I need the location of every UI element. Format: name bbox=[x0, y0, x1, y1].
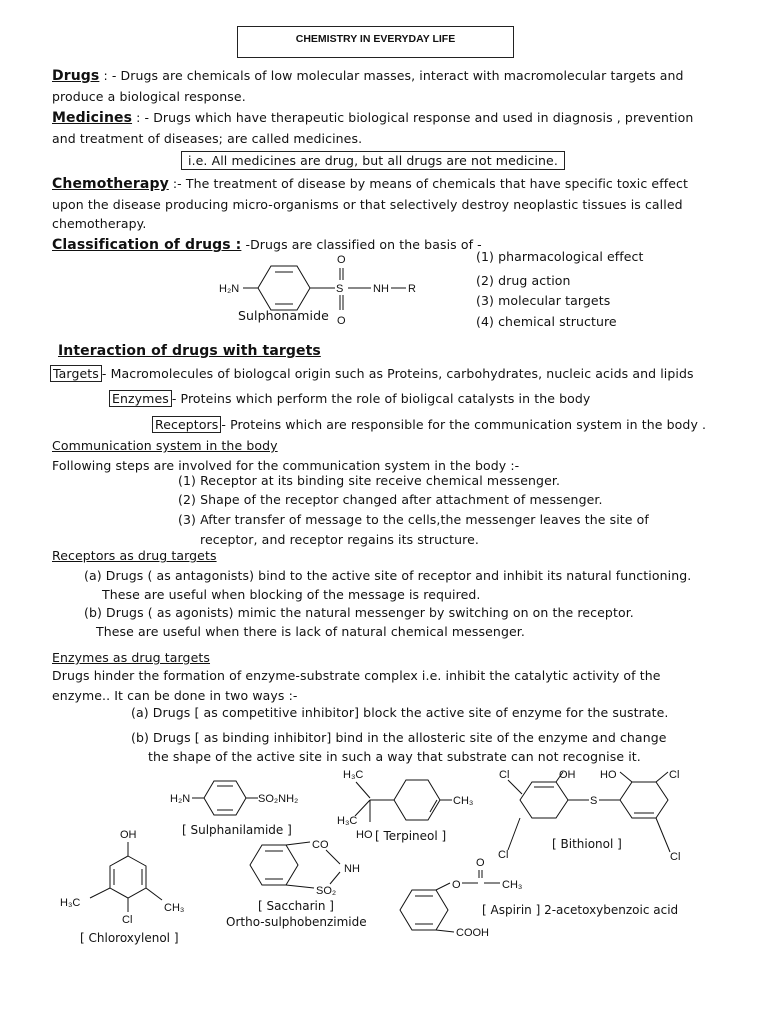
chemotherapy-line2: upon the disease producing micro-organisms or that selectively destroy neoplastic tissues is called bbox=[52, 197, 683, 212]
chloroxylenol-h3c: H₃C bbox=[60, 897, 81, 909]
medicines-note: i.e. All medicines are drug, but all drugs are not medicine. bbox=[181, 151, 565, 170]
sulphonamide-r: R bbox=[408, 283, 416, 295]
sulphanilamide-name: [ Sulphanilamide ] bbox=[182, 823, 292, 837]
aspirin-o-carbonyl: O bbox=[476, 857, 485, 869]
terpineol-h3c-top: H₃C bbox=[343, 769, 364, 781]
sulphonamide-nh: NH bbox=[373, 283, 389, 295]
saccharin-so2: SO₂ bbox=[316, 885, 337, 897]
terpineol-ho: HO bbox=[356, 829, 373, 841]
saccharin-co: CO bbox=[312, 839, 329, 851]
title-box bbox=[237, 26, 514, 58]
chloroxylenol-oh: OH bbox=[120, 829, 137, 841]
enzymes-intro1: Drugs hinder the formation of enzyme-substrate complex i.e. inhibit the catalytic activity of the bbox=[52, 668, 661, 683]
bithionol-cl-1: Cl bbox=[499, 769, 510, 781]
chemotherapy-term: Chemotherapy bbox=[52, 176, 169, 192]
terpineol-h3c-bottom: H₃C bbox=[337, 815, 358, 827]
receptors-b2: These are useful when there is lack of natural chemical messenger. bbox=[96, 624, 525, 639]
enzymes-a: (a) Drugs [ as competitive inhibitor] block the active site of enzyme for the sustrate. bbox=[131, 705, 669, 720]
medicines-line1: : - Drugs which have therapeutic biological response and used in diagnosis , prevention bbox=[136, 110, 694, 125]
interaction-heading: Interaction of drugs with targets bbox=[58, 343, 321, 359]
chemotherapy-line3: chemotherapy. bbox=[52, 216, 147, 231]
enzymes-targets-heading: Enzymes as drug targets bbox=[52, 650, 211, 665]
communication-step3a: (3) After transfer of message to the cells,the messenger leaves the site of bbox=[178, 512, 649, 527]
drugs-definition bbox=[52, 68, 684, 84]
bithionol-cl-3: Cl bbox=[498, 849, 509, 861]
chemotherapy-definition bbox=[52, 176, 688, 192]
communication-heading: Communication system in the body bbox=[52, 438, 278, 453]
bithionol-s: S bbox=[590, 795, 598, 807]
drugs-line1: : - Drugs are chemicals of low molecular masses, interact with macromolecular targets and bbox=[103, 68, 684, 83]
bithionol-oh: OH bbox=[559, 769, 576, 781]
communication-intro: Following steps are involved for the communication system in the body :- bbox=[52, 458, 520, 473]
terpineol-name: [ Terpineol ] bbox=[375, 829, 447, 843]
medicines-line2: and treatment of diseases; are called medicines. bbox=[52, 131, 363, 146]
saccharin-alt-name: Ortho-sulphobenzimide bbox=[226, 915, 367, 929]
classification-text: -Drugs are classified on the basis of - bbox=[245, 237, 482, 252]
sulphonamide-h2n: H₂N bbox=[219, 283, 240, 295]
bithionol-cl-2: Cl bbox=[669, 769, 680, 781]
sulphanilamide-so2nh2: SO₂NH₂ bbox=[258, 793, 299, 805]
enzymes-label: Enzymes bbox=[109, 390, 172, 407]
aspirin-name: [ Aspirin ] 2-acetoxybenzoic acid bbox=[482, 903, 679, 917]
medicines-definition bbox=[52, 110, 693, 126]
communication-step1: (1) Receptor at its binding site receive chemical messenger. bbox=[178, 473, 561, 488]
communication-step3b: receptor, and receptor regains its structure. bbox=[200, 532, 479, 547]
bithionol-ho: HO bbox=[600, 769, 617, 781]
bithionol-name: [ Bithionol ] bbox=[552, 837, 622, 851]
receptors-b1: (b) Drugs ( as agonists) mimic the natural messenger by switching on on the receptor. bbox=[84, 605, 634, 620]
enzymes-b2: the shape of the active site in such a way that substrate can not recognise it. bbox=[148, 749, 641, 764]
targets-text: - Macromolecules of biologcal origin such as Proteins, carbohydrates, nucleic acids and lipids bbox=[101, 366, 694, 381]
chemotherapy-line1: :- The treatment of disease by means of chemicals that have specific toxic effect bbox=[172, 176, 688, 191]
structures-panel bbox=[0, 760, 768, 960]
basis-4: (4) chemical structure bbox=[476, 314, 617, 329]
drugs-term: Drugs bbox=[52, 68, 100, 84]
aspirin-ch3: CH₃ bbox=[502, 879, 523, 891]
page-title: CHEMISTRY IN EVERYDAY LIFE bbox=[295, 33, 456, 45]
receptors-label: Receptors bbox=[152, 416, 221, 433]
aspirin-cooh: COOH bbox=[456, 927, 489, 939]
drugs-line2: produce a biological response. bbox=[52, 89, 246, 104]
classification-term: Classification of drugs : bbox=[52, 237, 242, 253]
enzymes-b1: (b) Drugs [ as binding inhibitor] bind in the allosteric site of the enzyme and change bbox=[131, 730, 667, 745]
targets-line bbox=[50, 366, 694, 381]
chloroxylenol-ch3: CH₃ bbox=[164, 902, 185, 914]
basis-1: (1) pharmacological effect bbox=[476, 249, 644, 264]
sulphonamide-label: Sulphonamide bbox=[238, 308, 329, 323]
chloroxylenol-cl: Cl bbox=[122, 914, 133, 926]
bithionol-cl-4: Cl bbox=[670, 851, 681, 863]
receptors-text: - Proteins which are responsible for the communication system in the body . bbox=[221, 417, 707, 432]
aspirin-structure bbox=[400, 857, 522, 939]
saccharin-structure bbox=[250, 839, 360, 897]
chloroxylenol-structure bbox=[60, 829, 184, 926]
receptors-a2: These are useful when blocking of the message is required. bbox=[102, 587, 481, 602]
receptors-a1: (a) Drugs ( as antagonists) bind to the active site of receptor and inhibit its natural functioning. bbox=[84, 568, 692, 583]
saccharin-name: [ Saccharin ] bbox=[258, 899, 334, 913]
chloroxylenol-name: [ Chloroxylenol ] bbox=[80, 931, 179, 945]
basis-3: (3) molecular targets bbox=[476, 293, 611, 308]
enzymes-intro2: enzyme.. It can be done in two ways :- bbox=[52, 688, 298, 703]
aspirin-o-ester: O bbox=[452, 879, 461, 891]
sulphanilamide-structure bbox=[170, 781, 298, 815]
medicines-term: Medicines bbox=[52, 110, 133, 126]
receptors-targets-heading: Receptors as drug targets bbox=[52, 548, 217, 563]
enzymes-line bbox=[109, 391, 590, 406]
sulphonamide-o-bottom: O bbox=[337, 315, 346, 327]
targets-label: Targets bbox=[50, 365, 102, 382]
sulphonamide-s: S bbox=[336, 283, 344, 295]
sulphonamide-o-top: O bbox=[337, 254, 346, 266]
saccharin-nh: NH bbox=[344, 863, 360, 875]
enzymes-text: - Proteins which perform the role of bioligcal catalysts in the body bbox=[171, 391, 591, 406]
sulphanilamide-h2n: H₂N bbox=[170, 793, 191, 805]
communication-step2: (2) Shape of the receptor changed after attachment of messenger. bbox=[178, 492, 603, 507]
terpineol-ch3: CH₃ bbox=[453, 795, 474, 807]
basis-2: (2) drug action bbox=[476, 273, 571, 288]
receptors-line bbox=[152, 417, 706, 432]
